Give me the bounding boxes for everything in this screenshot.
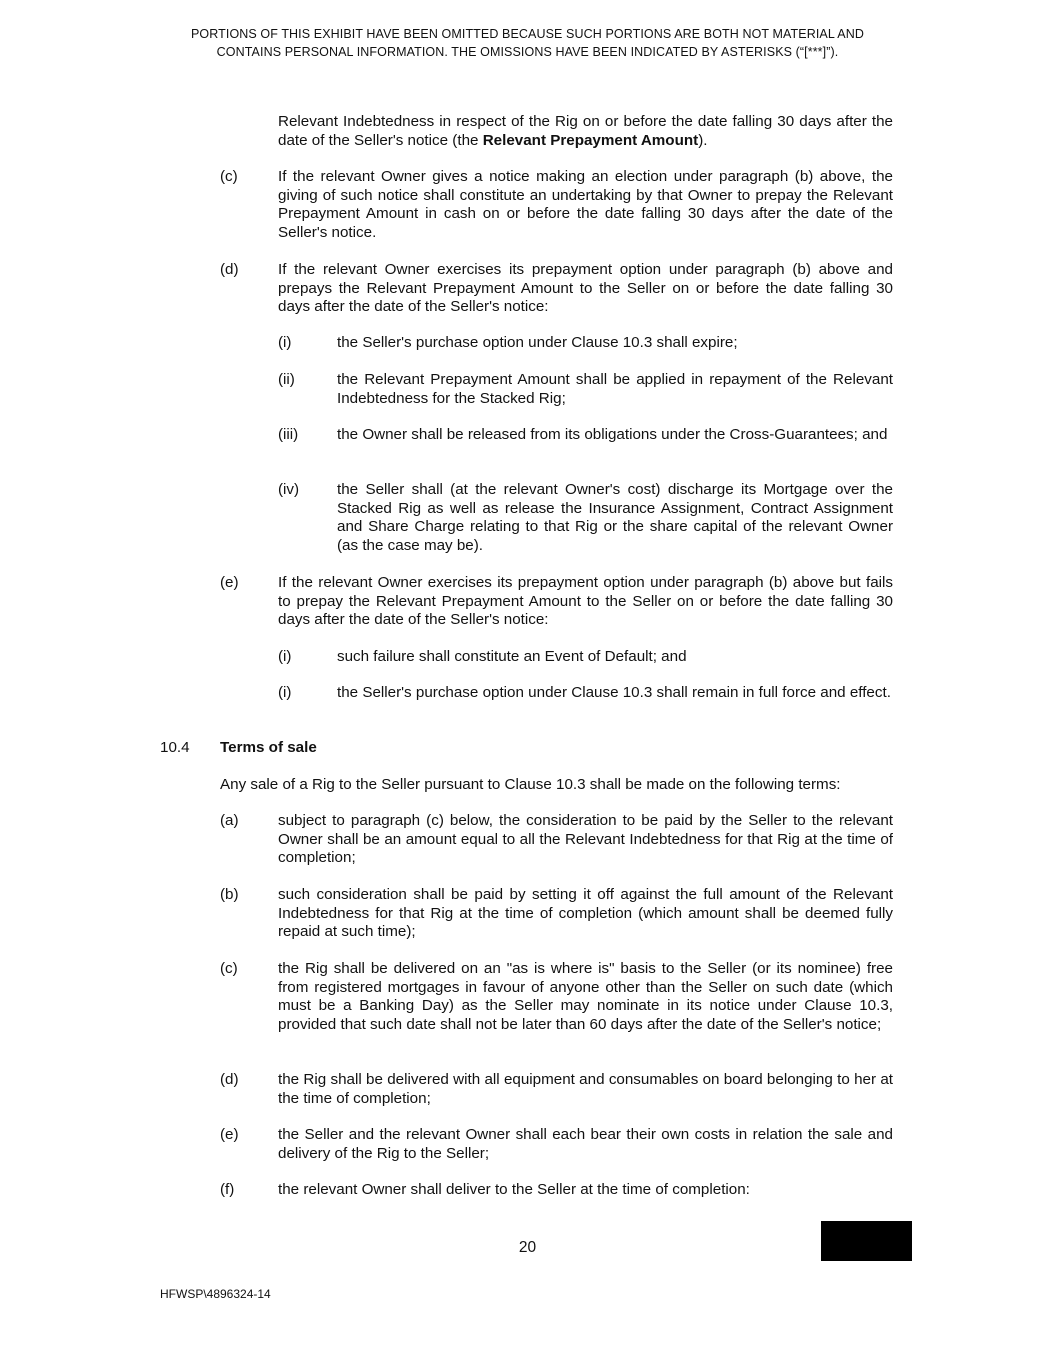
- term-label: (c): [220, 960, 238, 977]
- term-label: (e): [220, 1126, 239, 1143]
- sub-item-label: (i): [278, 334, 292, 351]
- redaction-box: [821, 1221, 912, 1261]
- sub-item-text: the Owner shall be released from its obligations under the Cross-Guarantees; and: [337, 426, 888, 443]
- term-text: the Rig shall be delivered with all equipment and consumables on board belonging to her at the time of completion;: [278, 1071, 893, 1107]
- sub-item-e-i: [278, 648, 893, 667]
- term-label: (f): [220, 1181, 235, 1198]
- clause-number: 10.4: [160, 739, 190, 756]
- paragraph-text: If the relevant Owner exercises its prepayment option under paragraph (b) above and prepays the Relevant Prepayment Amount to the Seller on or before the date falling 30 days after the date of the Seller's notice:: [278, 261, 893, 316]
- paragraph-d: [220, 261, 893, 317]
- sub-item-d-iii: [278, 426, 893, 445]
- intro-paragraph: [278, 113, 893, 150]
- clause-title: Terms of sale: [220, 739, 317, 756]
- sub-item-label: (i): [278, 684, 292, 701]
- paragraph-text: If the relevant Owner exercises its prepayment option under paragraph (b) above but fails to prepay the Relevant Prepayment Amount to the Seller on or before the date falling 30 days after the date of the Seller's notice:: [278, 574, 893, 629]
- sub-item-label: (i): [278, 648, 292, 665]
- sub-item-text: the Relevant Prepayment Amount shall be applied in repayment of the Relevant Indebtedness for the Stacked Rig;: [337, 371, 893, 407]
- term-item-d: [220, 1071, 893, 1108]
- term-label: (a): [220, 812, 239, 829]
- sub-item-d-i: [278, 334, 893, 353]
- page-header-notice: [150, 25, 905, 61]
- sub-item-text: the Seller's purchase option under Clause 10.3 shall remain in full force and effect.: [337, 684, 891, 701]
- term-item-f: [220, 1181, 893, 1200]
- header-line-1: PORTIONS OF THIS EXHIBIT HAVE BEEN OMITTED BECAUSE SUCH PORTIONS ARE BOTH NOT MATERIAL AND: [190, 27, 864, 41]
- intro-text: Relevant Indebtedness in respect of the Rig on or before the date falling 30 days after the date of the Seller's notice (the: [278, 113, 893, 149]
- term-label: (b): [220, 886, 239, 903]
- term-item-a: [220, 812, 893, 868]
- sub-item-d-iv: [278, 481, 893, 555]
- paragraph-c: [220, 168, 893, 242]
- document-reference: HFWSP\4896324-14: [160, 1287, 271, 1301]
- sub-item-text: the Seller shall (at the relevant Owner's cost) discharge its Mortgage over the Stacked Rig as well as release the Insurance Assignment, Contract Assignment and Share Charge relating to that Rig or the share capital of the relevant Owner (as the case may be).: [337, 481, 893, 554]
- term-text: the Seller and the relevant Owner shall each bear their own costs in relation the sale and delivery of the Rig to the Seller;: [278, 1126, 893, 1162]
- sub-item-d-ii: [278, 371, 893, 408]
- sub-item-label: (iv): [278, 481, 300, 498]
- sub-item-label: (ii): [278, 371, 295, 388]
- term-text: subject to paragraph (c) below, the consideration to be paid by the Seller to the relevant Owner shall be an amount equal to all the Relevant Indebtedness for that Rig at the time of completion;: [278, 812, 893, 867]
- header-line-2: CONTAINS PERSONAL INFORMATION. THE OMISSIONS HAVE BEEN INDICATED BY ASTERISKS (“[***]”).: [216, 45, 839, 59]
- paragraph-label: (c): [220, 168, 238, 185]
- term-item-c: [220, 960, 893, 1034]
- term-item-e: [220, 1126, 893, 1163]
- term-text: the Rig shall be delivered on an "as is where is" basis to the Seller (or its nominee) free from registered mortgages in favour of anyone other than the Seller on such date (which must be a Banking Day) as the Seller may nominate in its notice under Clause 10.3, provided that such date shall not be later than 60 days after the date of the Seller's notice;: [278, 960, 893, 1033]
- intro-defined-term: Relevant Prepayment Amount: [482, 131, 699, 149]
- paragraph-text: If the relevant Owner gives a notice making an election under paragraph (b) above, the giving of such notice shall constitute an undertaking by that Owner to prepay the Relevant Prepayment Amount in cash on or before the date falling 30 days after the date of the Seller's notice.: [278, 168, 893, 241]
- paragraph-label: (e): [220, 574, 239, 591]
- sub-item-e-i-second: [278, 684, 893, 703]
- paragraph-e: [220, 574, 893, 630]
- page-number: 20: [518, 1239, 537, 1256]
- paragraph-label: (d): [220, 261, 239, 278]
- intro-text-end: ).: [698, 131, 708, 149]
- sub-item-label: (iii): [278, 426, 299, 443]
- sub-item-text: the Seller's purchase option under Clause 10.3 shall expire;: [337, 334, 738, 351]
- term-item-b: [220, 886, 893, 942]
- term-text: such consideration shall be paid by setting it off against the full amount of the Relevant Indebtedness for that Rig at the time of completion (which amount shall be deemed fully repaid at such time);: [278, 886, 893, 941]
- clause-intro: Any sale of a Rig to the Seller pursuant to Clause 10.3 shall be made on the following terms:: [220, 776, 841, 793]
- term-label: (d): [220, 1071, 239, 1088]
- sub-item-text: such failure shall constitute an Event of Default; and: [337, 648, 687, 665]
- term-text: the relevant Owner shall deliver to the Seller at the time of completion:: [278, 1181, 750, 1198]
